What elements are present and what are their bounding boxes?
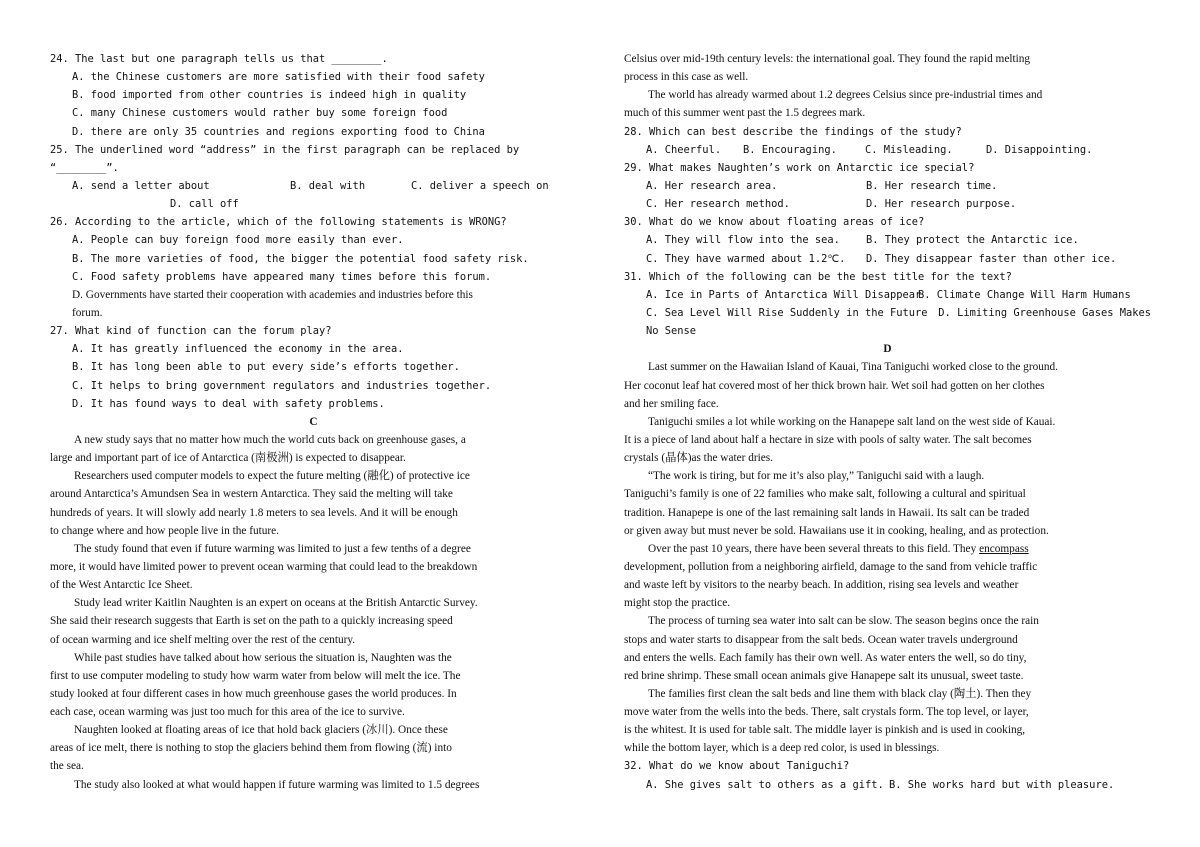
- option-26-d: D. Governments have started their cooperation with academies and industries before this: [72, 288, 473, 301]
- option-28-c: C. Misleading.: [865, 143, 953, 156]
- passage-d-line: crystals (晶体)as the water dries.: [624, 452, 774, 465]
- option-32-b: B. She works hard but with pleasure.: [889, 778, 1115, 791]
- question-24-stem: 24. The last but one paragraph tells us that ________.: [50, 53, 388, 65]
- passage-c-cont-line: Celsius over mid-19th century levels: the international goal. They found the rapid melting: [624, 53, 1031, 65]
- passage-d-line: “The work is tiring, but for me it’s also play,” Taniguchi said with a laugh.: [648, 470, 985, 483]
- options-29-row2: [624, 195, 1151, 213]
- passage-c-line: Naughten looked at floating areas of ice that hold back glaciers (冰川). Once these: [74, 724, 448, 737]
- option-29-b: B. Her research time.: [866, 179, 998, 192]
- option-27-b: B. It has long been able to put every side’s efforts together.: [72, 361, 460, 374]
- passage-c-line: The study found that even if future warming was limited to just a few tenths of a degree: [74, 542, 471, 555]
- passage-d-line: development, pollution from a neighboring airfield, damage to the sand from vehicle traffic: [624, 560, 1038, 573]
- option-28-b: B. Encouraging.: [743, 143, 837, 156]
- passage-c-line: areas of ice melt, there is nothing to stop the glaciers behind them from flowing (流) into: [50, 742, 452, 755]
- question-25-stem-cont: “________”.: [50, 161, 119, 174]
- passage-c-line: the sea.: [50, 760, 84, 773]
- left-column: [50, 50, 577, 794]
- options-30-row1: [624, 231, 1151, 249]
- option-28-d: D. Disappointing.: [986, 143, 1093, 156]
- passage-d-line: red brine shrimp. These small ocean animals give Hanapepe salt its unusual, sweet taste.: [624, 669, 1024, 682]
- options-32-row: [624, 776, 1151, 794]
- option-31-d-cont: No Sense: [646, 325, 697, 338]
- passage-c-line: While past studies have talked about how serious the situation is, Naughten was the: [74, 651, 452, 664]
- option-26-c: C. Food safety problems have appeared many times before this forum.: [72, 270, 492, 283]
- passage-d-line: Taniguchi smiles a lot while working on the Hanapepe salt land on the west side of Kauai.: [648, 415, 1056, 428]
- option-27-c: C. It helps to bring government regulators and industries together.: [72, 379, 492, 392]
- passage-d-line: It is a piece of land about half a hectare in size with pools of salty water. The salt becomes: [624, 433, 1032, 446]
- passage-c-line: A new study says that no matter how much the world cuts back on greenhouse gases, a: [74, 433, 466, 446]
- passage-c-cont-line: The world has already warmed about 1.2 degrees Celsius since pre-industrial times and: [648, 89, 1043, 102]
- option-31-b: B. Climate Change Will Harm Humans: [918, 288, 1131, 301]
- passage-d-line: might stop the practice.: [624, 597, 731, 610]
- passage-d-line: and waste left by visitors to the nearby beach. In addition, rising sea levels and weather: [624, 579, 1019, 592]
- option-24-c: C. many Chinese customers would rather buy some foreign food: [72, 107, 448, 120]
- option-32-a: A. She gives salt to others as a gift.: [646, 778, 884, 791]
- option-28-a: A. Cheerful.: [646, 143, 722, 156]
- option-31-c: C. Sea Level Will Rise Suddenly in the Future: [646, 306, 928, 319]
- right-column: [624, 50, 1151, 794]
- option-31-d: D. Limiting Greenhouse Gases Makes: [938, 306, 1151, 319]
- options-31-row2: [624, 304, 1151, 322]
- passage-d-line: The families first clean the salt beds and line them with black clay (陶土). Then they: [648, 687, 1032, 700]
- option-31-a: A. Ice in Parts of Antarctica Will Disappear: [646, 288, 922, 301]
- option-25-d: D. call off: [170, 198, 239, 211]
- options-30-row2: [624, 250, 1151, 268]
- passage-d-line: move water from the wells into the beds. There, salt crystals form. The top level, or layer,: [624, 706, 1029, 719]
- option-30-d: D. They disappear faster than other ice.: [866, 252, 1117, 265]
- options-28-row: [624, 141, 1151, 159]
- passage-c-cont-line: process in this case as well.: [624, 71, 749, 84]
- passage-d-line: Taniguchi’s family is one of 22 families who make salt, following a cultural and spiritual: [624, 488, 1026, 501]
- option-25-a: A. send a letter about: [72, 179, 210, 192]
- passage-c-line: hundreds of years. It will slowly add nearly 1.8 meters to sea levels. And it will be enough: [50, 506, 458, 519]
- option-27-a: A. It has greatly influenced the economy in the area.: [72, 343, 404, 356]
- passage-c-line: large and important part of ice of Antarctica (南极洲) is expected to disappear.: [50, 452, 406, 465]
- option-30-a: A. They will flow into the sea.: [646, 234, 840, 247]
- passage-d-line: The process of turning sea water into salt can be slow. The season begins once the rain: [648, 615, 1039, 628]
- question-27-stem: 27. What kind of function can the forum play?: [50, 325, 332, 338]
- passage-d-line: or given away but must never be sold. Hawaiians use it in cooking, healing, and as protection.: [624, 524, 1049, 537]
- question-31-stem: 31. Which of the following can be the best title for the text?: [624, 270, 1012, 283]
- question-25-stem: 25. The underlined word “address” in the first paragraph can be replaced by: [50, 143, 520, 156]
- options-29-row1: [624, 177, 1151, 195]
- option-24-a: A. the Chinese customers are more satisfied with their food safety: [72, 71, 485, 84]
- passage-c-line: first to use computer modeling to study how warm water from below will melt the ice. The: [50, 669, 461, 682]
- passage-c-line: She said their research suggests that Earth is set on the path to a quickly increasing speed: [50, 615, 453, 628]
- options-25-row1: [50, 177, 577, 195]
- underlined-word-encompass: encompass: [979, 542, 1029, 555]
- question-28-stem: 28. Which can best describe the findings of the study?: [624, 125, 962, 138]
- passage-d-line: tradition. Hanapepe is one of the last remaining salt lands in Hawaii. Its salt can be traded: [624, 506, 1030, 519]
- option-26-a: A. People can buy foreign food more easily than ever.: [72, 234, 404, 247]
- option-30-c: C. They have warmed about 1.2℃.: [646, 252, 846, 265]
- passage-c-line: study looked at four different cases in how much greenhouse gases the world produces. In: [50, 687, 457, 700]
- option-27-d: D. It has found ways to deal with safety problems.: [72, 397, 385, 410]
- passage-c-line: Study lead writer Kaitlin Naughten is an expert on oceans at the British Antarctic Survey.: [74, 597, 478, 610]
- passage-c-line: Researchers used computer models to expect the future melting (融化) of protective ice: [74, 470, 470, 483]
- section-heading-c: C: [309, 415, 318, 428]
- passage-c-cont-line: much of this summer went past the 1.5 degrees mark.: [624, 107, 866, 120]
- option-30-b: B. They protect the Antarctic ice.: [866, 234, 1079, 247]
- section-heading-d: D: [883, 343, 892, 356]
- passage-d-text: Over the past 10 years, there have been several threats to this field. They: [648, 542, 977, 555]
- option-26-b: B. The more varieties of food, the bigger the potential food safety risk.: [72, 252, 529, 265]
- passage-d-line: [624, 540, 1151, 558]
- passage-c-line: to change where and how people live in the future.: [50, 524, 279, 537]
- passage-c-line: more, it would have limited power to prevent ocean warming that could lead to the breakdown: [50, 560, 478, 573]
- option-29-a: A. Her research area.: [646, 179, 778, 192]
- passage-d-line: Her coconut leaf hat covered most of her thick brown hair. Wet soil had gotten on her clothes: [624, 379, 1045, 392]
- passage-d-line: stops and water starts to disappear from the salt beds. Ocean water travels underground: [624, 633, 1018, 646]
- option-29-d: D. Her research purpose.: [866, 198, 1017, 211]
- question-30-stem: 30. What do we know about floating areas of ice?: [624, 216, 925, 229]
- passage-d-line: and enters the wells. Each family has their own well. As water enters the well, so do tiny,: [624, 651, 1027, 664]
- question-26-stem: 26. According to the article, which of the following statements is WRONG?: [50, 216, 507, 229]
- passage-c-line: The study also looked at what would happen if future warming was limited to 1.5 degrees: [74, 778, 480, 791]
- passage-d-line: is the whitest. It is used for table salt. The middle layer is pinkish and is used in cooking,: [624, 724, 1026, 737]
- passage-c-line: each case, ocean warming was just too much for this area of the ice to survive.: [50, 706, 405, 719]
- question-32-stem: 32. What do we know about Taniguchi?: [624, 760, 850, 773]
- options-31-row1: [624, 286, 1151, 304]
- option-24-b: B. food imported from other countries is indeed high in quality: [72, 89, 467, 102]
- passage-d-line: while the bottom layer, which is a deep red color, is used in blessings.: [624, 742, 940, 755]
- option-26-d-cont: forum.: [72, 306, 103, 319]
- option-25-b: B. deal with: [290, 179, 366, 192]
- passage-c-line: of the West Antarctic Ice Sheet.: [50, 579, 193, 592]
- option-29-c: C. Her research method.: [646, 198, 790, 211]
- passage-d-line: and her smiling face.: [624, 397, 719, 410]
- passage-c-line: around Antarctica’s Amundsen Sea in western Antarctica. They said the melting will take: [50, 488, 453, 501]
- option-25-c: C. deliver a speech on: [411, 179, 549, 192]
- option-24-d: D. there are only 35 countries and regions exporting food to China: [72, 125, 485, 138]
- passage-d-line: Last summer on the Hawaiian Island of Kauai, Tina Taniguchi worked close to the ground.: [648, 361, 1058, 374]
- passage-c-line: of ocean warming and ice shelf melting over the rest of the century.: [50, 633, 356, 646]
- question-29-stem: 29. What makes Naughten’s work on Antarctic ice special?: [624, 161, 975, 174]
